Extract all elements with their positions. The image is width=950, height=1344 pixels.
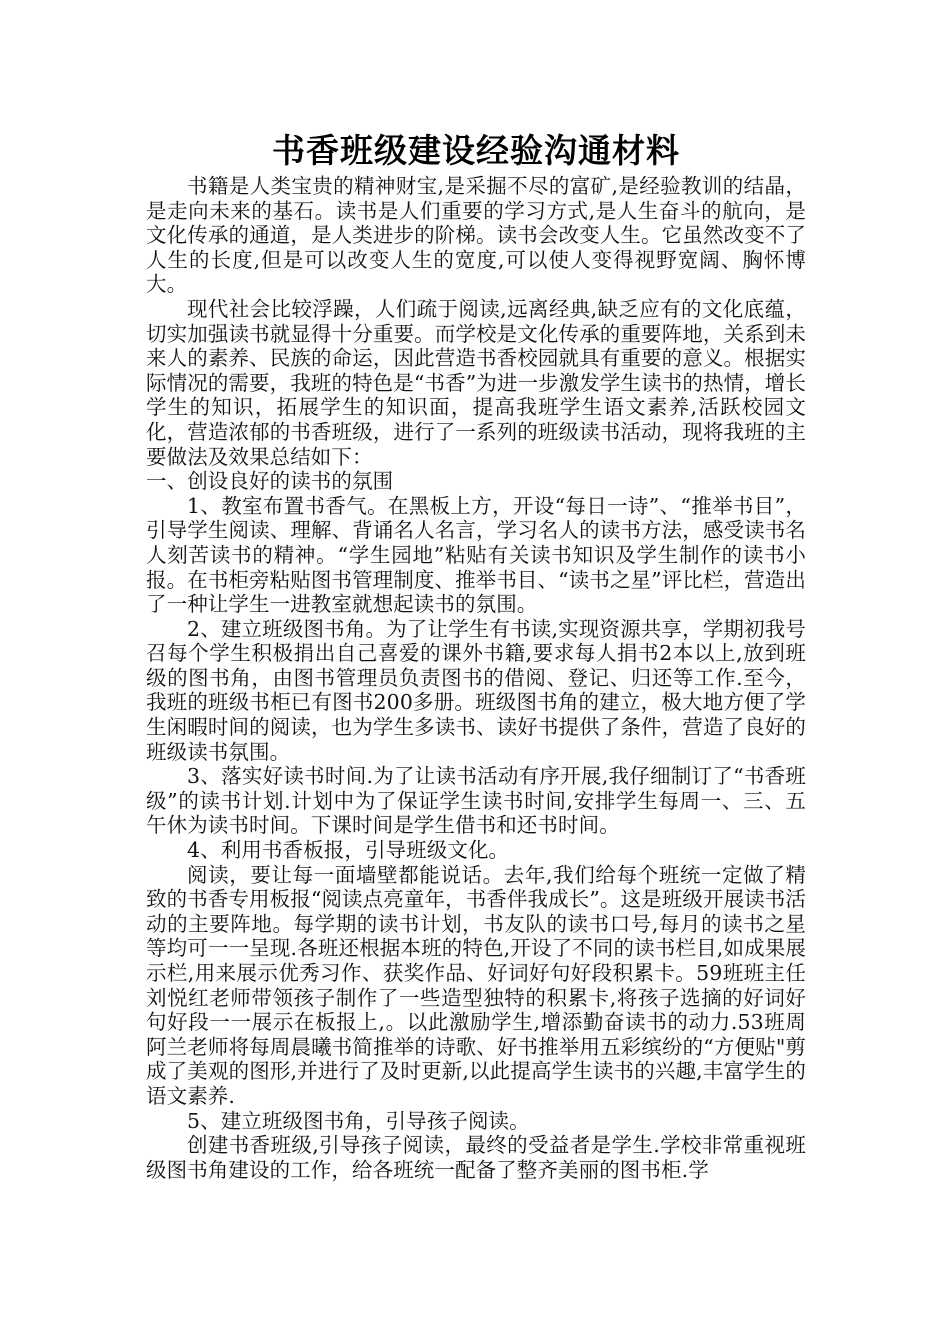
document-body [146, 128, 806, 1182]
paragraph-item-5: 5、建立班级图书角，引导孩子阅读。 [187, 1108, 530, 1133]
document-title: 书香班级建设经验沟通材料 [272, 131, 680, 170]
paragraph-background: 现代社会比较浮躁，人们疏于阅读,远离经典,缺乏应有的文化底蕴，切实加强读书就显得十分重要。而学校是文化传承的重要阵地，关系到未来人的素养、民族的命运，因此营造书香校园就具有重要的意义。根据实际情况的需要，我班的特色是“书香”为进一步激发学生读书的热情，增长学生的知识，拓展学生的知识面，提高我班学生语文素养,活跃校园文化，营造浓郁的书香班级，进行了一系列的班级读书活动，现将我班的主要做法及效果总结如下： [146, 296, 806, 469]
paragraph-book-corner: 创建书香班级,引导孩子阅读，最终的受益者是学生.学校非常重视班级图书角建设的工作，给各班统一配备了整齐美丽的图书柜.学 [146, 1133, 806, 1182]
paragraph-item-2: 2、建立班级图书角。为了让学生有书读,实现资源共享，学期初我号召每个学生积极捐出自己喜爱的课外书籍,要求每人捐书2本以上,放到班级的图书角，由图书管理员负责图书的借阅、登记、归还等工作.至今，我班的班级书柜已有图书200多册。班级图书角的建立，极大地方便了学生闲暇时间的阅读，也为学生多读书、读好书提供了条件，营造了良好的班级读书氛围。 [146, 616, 806, 764]
section-heading-1: 一、创设良好的读书的氛围 [146, 469, 394, 494]
paragraph-item-4: 4、利用书香板报，引导班级文化。 [187, 838, 510, 863]
paragraph-item-3: 3、落实好读书时间.为了让读书活动有序开展,我仔细制订了“书香班级”的读书计划.计划中为了保证学生读书时间,安排学生每周一、三、五午休为读书时间。下课时间是学生借书和还书时间。 [146, 764, 806, 838]
paragraph-reading-board: 阅读，要让每一面墙壁都能说话。去年,我们给每个班统一定做了精致的书香专用板报“阅读点亮童年，书香伴我成长”。这是班级开展读书活动的主要阵地。每学期的读书计划，书友队的读书口号,每月的读书之星等均可一一呈现.各班还根据本班的特色,开设了不同的读书栏目,如成果展示栏,用来展示优秀习作、获奖作品、好词好句好段积累卡。59班班主任刘悦红老师带领孩子制作了一些造型独特的积累卡,将孩子选摘的好词好句好段一一展示在板报上,。以此激励学生,增添勤奋读书的动力.53班周阿兰老师将每周晨曦书简推举的诗歌、好书推举用五彩缤纷的“方便贴"剪成了美观的图形,并进行了及时更新,以此提高学生读书的兴趣,丰富学生的语文素养. [146, 862, 806, 1108]
paragraph-item-1: 1、教室布置书香气。在黑板上方，开设“每日一诗”、“推举书目”，引导学生阅读、理解、背诵名人名言，学习名人的读书方法，感受读书名人刻苦读书的精神。“学生园地”粘贴有关读书知识及学生制作的读书小报。在书柜旁粘贴图书管理制度、推举书目、“读书之星”评比栏，营造出了一种让学生一进教室就想起读书的氛围。 [146, 493, 806, 617]
paragraph-intro: 书籍是人类宝贵的精神财宝,是采掘不尽的富矿,是经验教训的结晶，是走向未来的基石。读书是人们重要的学习方式,是人生奋斗的航向，是文化传承的通道，是人类进步的阶梯。读书会改变人生。它虽然改变不了人生的长度,但是可以改变人生的宽度,可以使人变得视野宽阔、胸怀博大。 [146, 174, 806, 297]
